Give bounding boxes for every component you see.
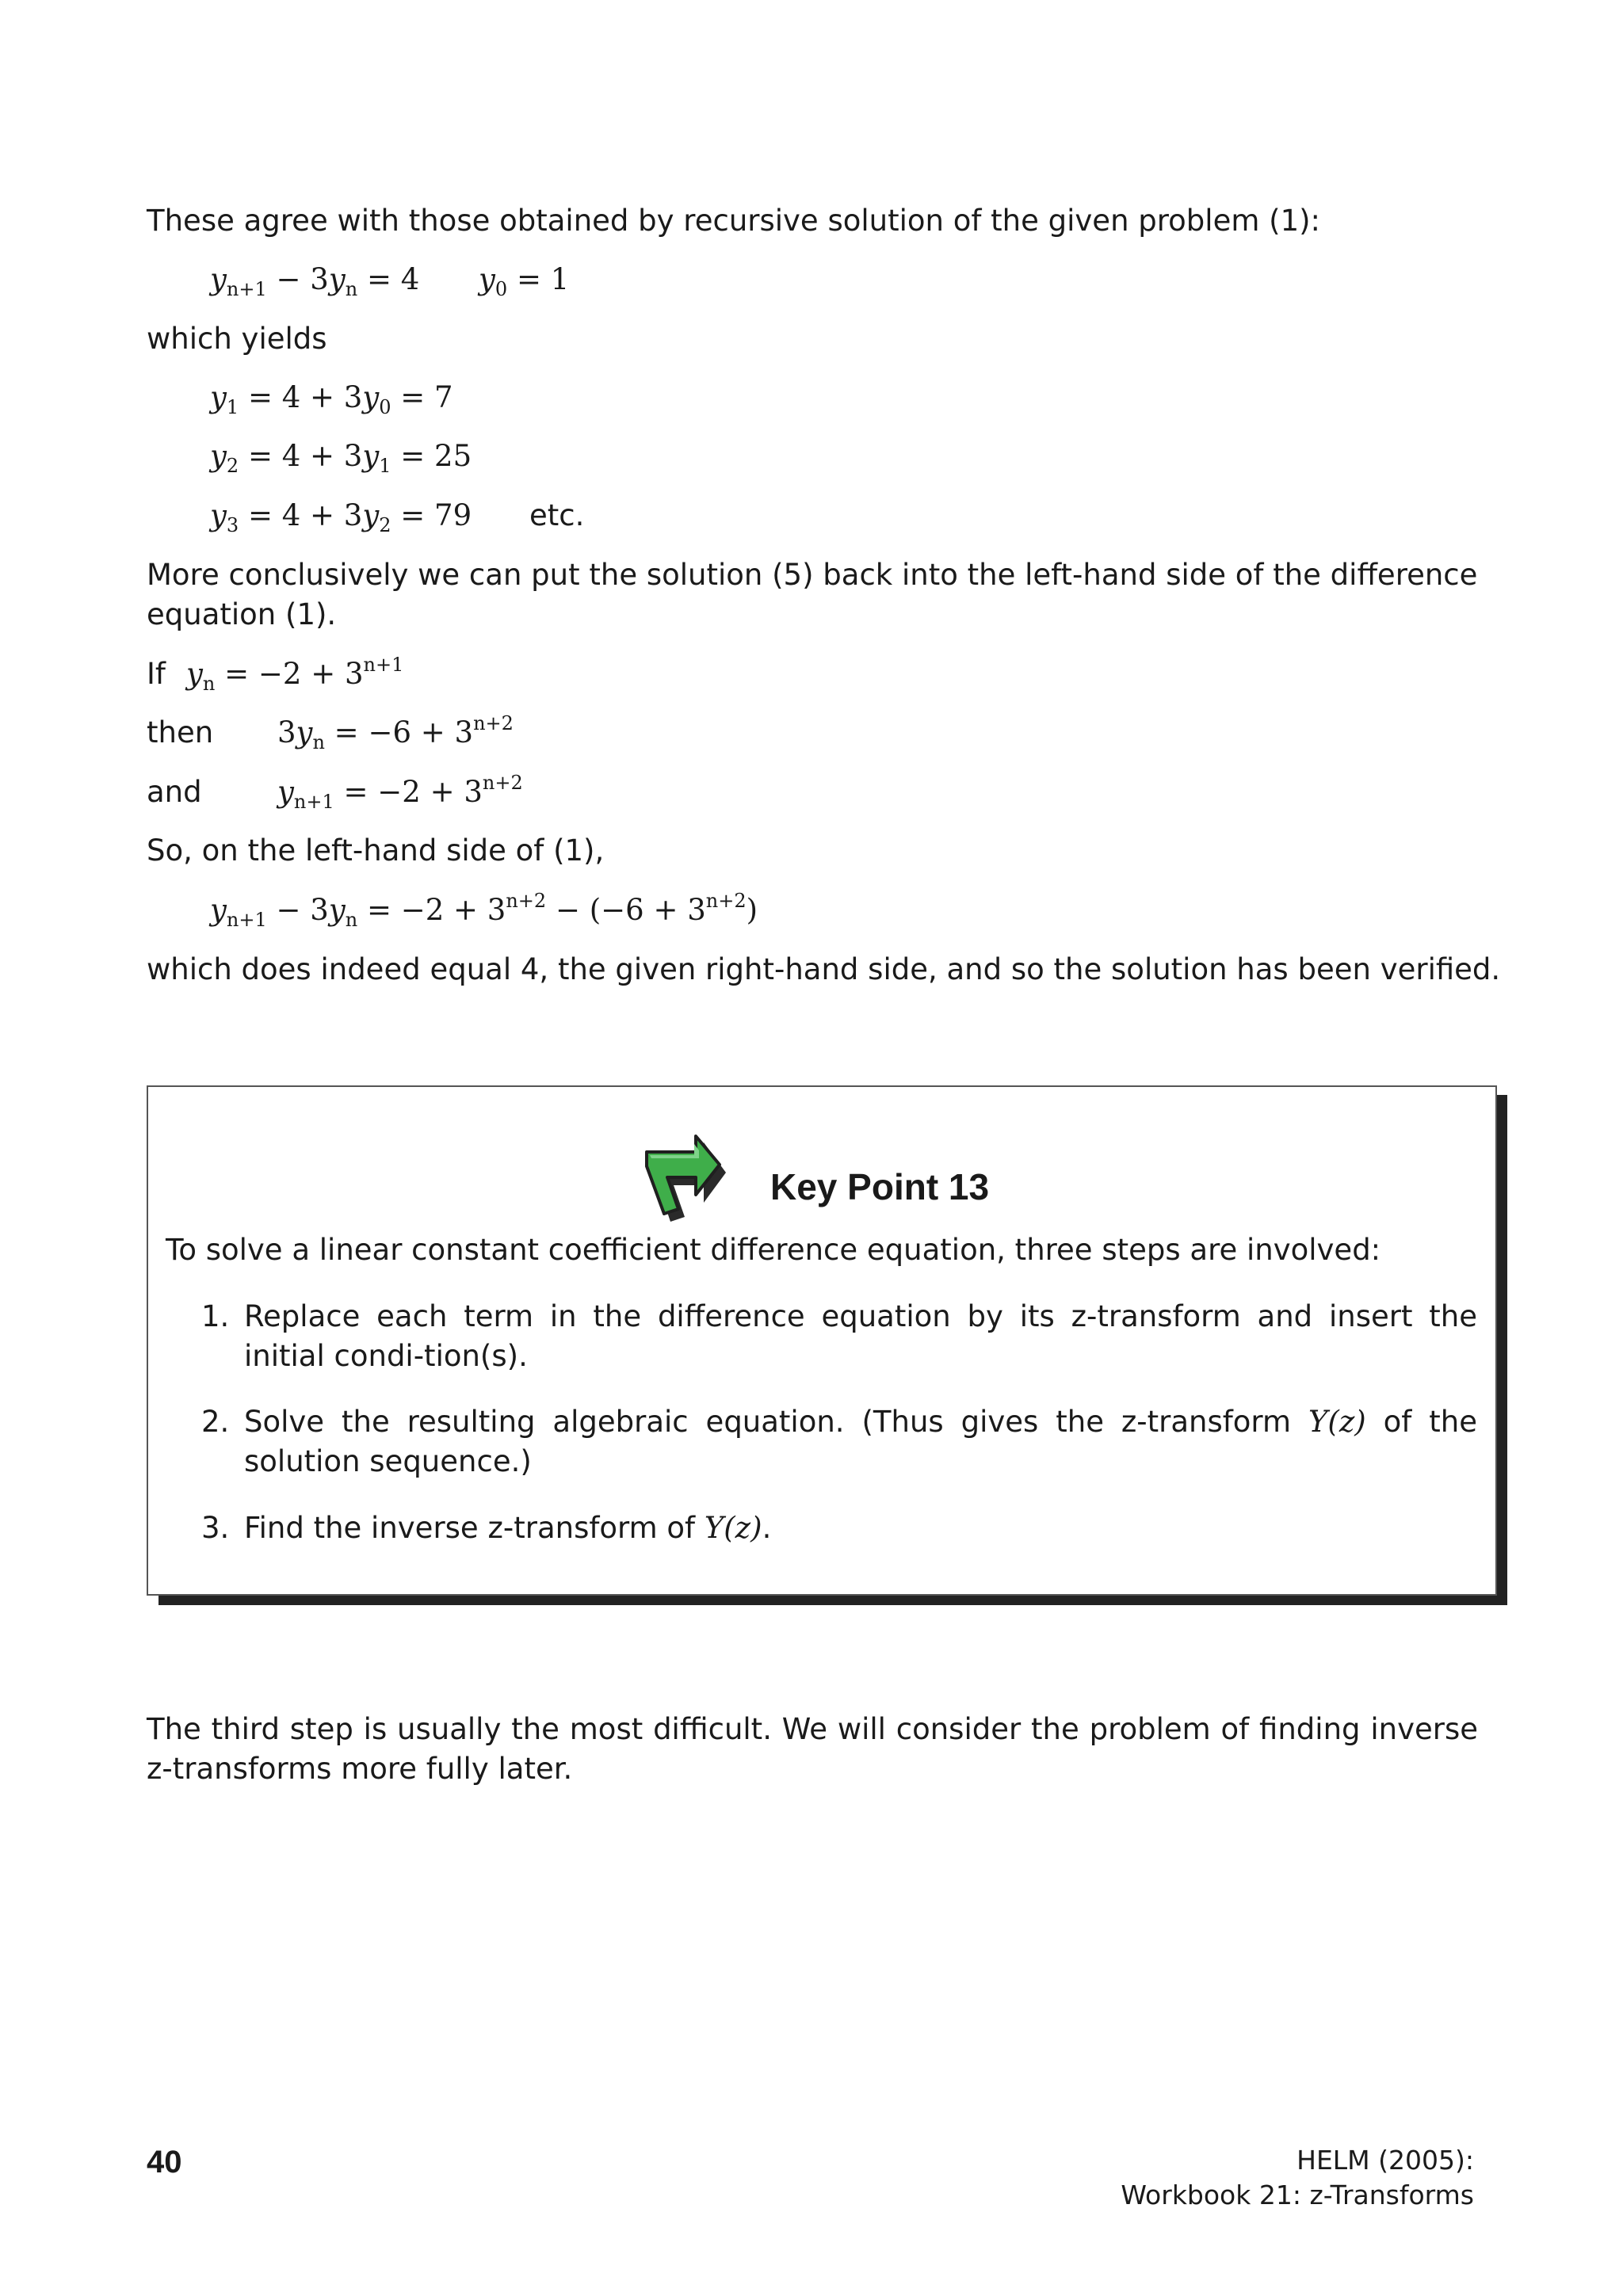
and-equation: $y_{n+1} = -2 + 3^{n+2}$ — [277, 772, 523, 813]
keypoint-title: Key Point 13 — [770, 1166, 990, 1207]
conclusive-paragraph: More conclusively we can put the solution (5) back into the left-hand side of the difference equation (1). — [147, 558, 1478, 631]
iteration-y3: $y_3 = 4 + 3y_2 = 79$ — [210, 498, 472, 536]
keypoint-item-number: 2. — [201, 1405, 230, 1439]
keypoint-item-number: 3. — [201, 1511, 230, 1545]
footer-line-2: Workbook 21: z-Transforms — [1121, 2180, 1474, 2210]
page-number: 40 — [147, 2145, 182, 2180]
keypoint-item-3-text: Find the inverse z-transform of Y(z). — [244, 1511, 772, 1545]
lhs-equation: $y_{n+1} - 3y_n = -2 + 3^{n+2} - (-6 + 3^{n+2})$ — [210, 890, 758, 931]
then-label: then — [147, 715, 214, 749]
iteration-y2: $y_2 = 4 + 3y_1 = 25$ — [210, 439, 472, 477]
footer-line-1: HELM (2005): — [1296, 2145, 1474, 2176]
keypoint-item-2-text: Solve the resulting algebraic equation. (Thus gives the z-transform Y(z) of the solution sequence.) — [244, 1405, 1477, 1478]
iteration-y1: $y_1 = 4 + 3y_0 = 7$ — [210, 380, 453, 418]
intro-text: These agree with those obtained by recursive solution of the given problem (1): — [147, 204, 1321, 238]
verified-text: which does indeed equal 4, the given right-hand side, and so the solution has been verified. — [147, 952, 1501, 986]
keypoint-item-number: 1. — [201, 1299, 230, 1333]
keypoint-arrow-icon — [643, 1135, 731, 1223]
third-step-paragraph: The third step is usually the most difficult. We will consider the problem of finding inverse z-transforms more fully later. — [147, 1712, 1478, 1786]
keypoint-item-1-text: Replace each term in the difference equation by its z-transform and insert the initial condi-tion(s). — [244, 1299, 1477, 1373]
initial-condition: $y_0 = 1$ — [479, 262, 570, 300]
so-text: So, on the left-hand side of (1), — [147, 833, 605, 868]
if-equation: $y_n = -2 + 3^{n+1}$ — [186, 654, 404, 695]
which-yields-text: which yields — [147, 322, 327, 356]
etc-text: etc. — [529, 498, 585, 532]
keypoint-intro: To solve a linear constant coefficient difference equation, three steps are involved: — [166, 1233, 1381, 1267]
and-label: and — [147, 775, 202, 809]
difference-equation: $y_{n+1} - 3y_n = 4$ — [210, 262, 420, 300]
footer-reference — [1121, 2143, 1474, 2213]
then-equation: $3y_n = -6 + 3^{n+2}$ — [277, 712, 514, 753]
if-label: If — [147, 657, 166, 691]
